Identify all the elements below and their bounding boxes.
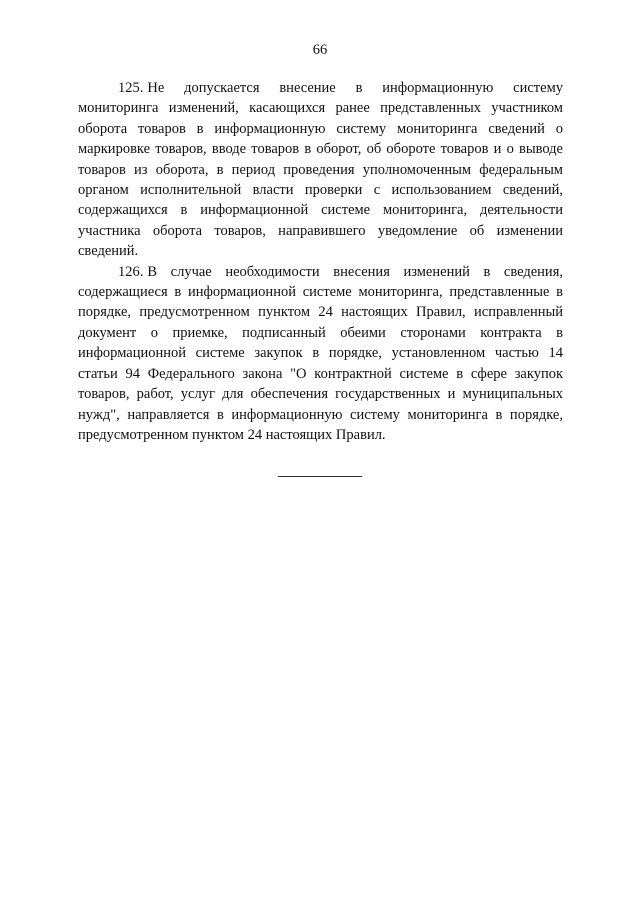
paragraph-number: 126. [118,263,144,280]
page-number: 66 [312,42,328,58]
paragraph-number: 125. [118,80,144,96]
paragraph-126 [78,262,563,446]
paragraph-text: Не допускается внесение в информационную систему мониторинга изменений, касающихся ранее представленных участником оборота товаров в информационную систему мониторинга сведений о маркировке товаров, вводе товаров в оборот, об обороте товаров и о выводе товаров из оборота, в период проведения уполномоченным федеральным органом исполнительной власти проверки с использованием сведений, содержащихся в информационной системе мониторинга, деятельности участника оборота товаров, направившего уведомление об изменении сведений. [78,80,563,260]
paragraph-125 [78,78,563,262]
document-body [78,78,563,445]
paragraph-text: В случае необходимости внесения изменений в сведения, содержащиеся в информационной системе мониторинга, представленные в порядке, предусмотренном пунктом 24 настоящих Правил, исправленный документ о приемке, подписанный обеими сторонами контракта в информационной системе закупок в порядке, установленном частью 14 статьи 94 Федерального закона "О контрактной системе в сфере закупок товаров, работ, услуг для обеспечения государственных и муниципальных нужд", направляется в информационную систему мониторинга в порядке, предусмотренном пунктом 24 настоящих Правил. [78,263,563,443]
end-of-text-rule [278,476,362,477]
